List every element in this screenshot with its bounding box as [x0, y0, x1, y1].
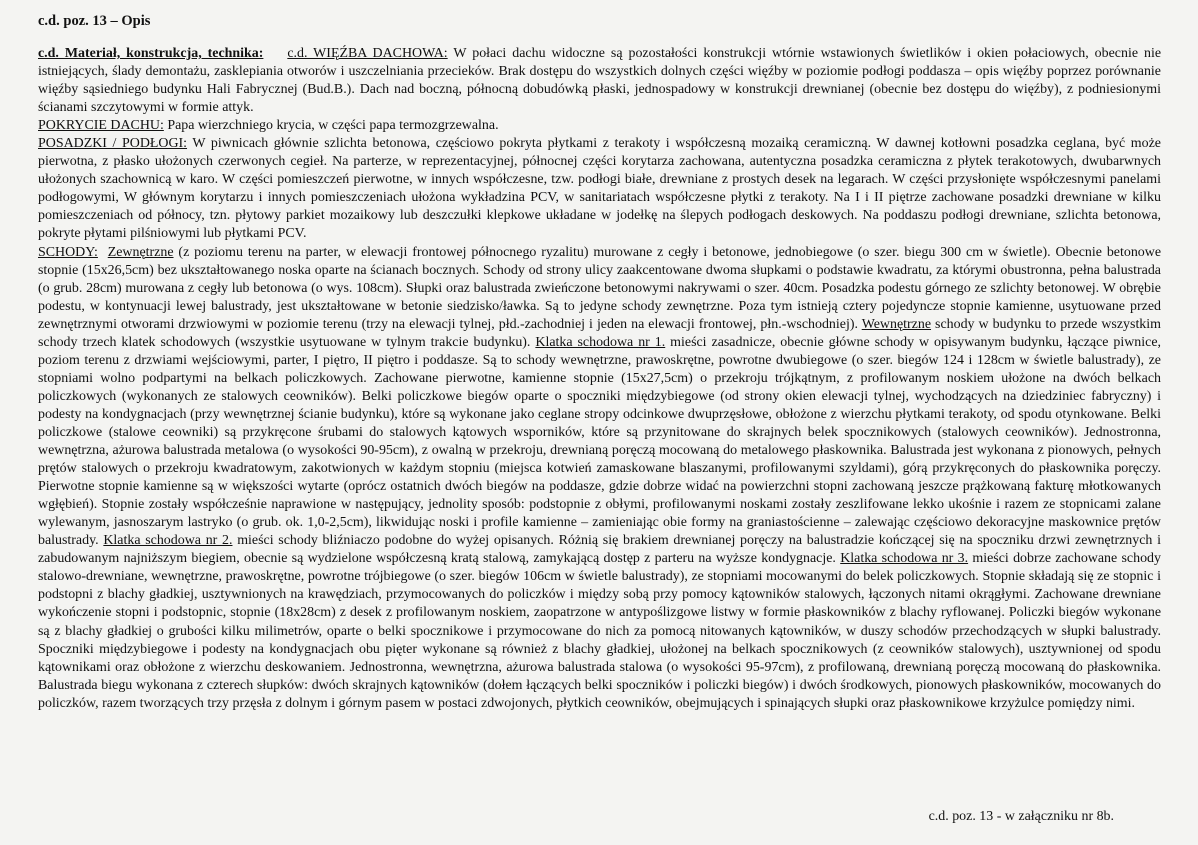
section-label-roof-covering: POKRYCIE DACHU:: [38, 118, 164, 134]
paragraph-text: schody w budynku to przede wszystkim schody trzech klatek schodowych (wszystkie usytuowane w tylnym trakcie budynku).: [38, 316, 1161, 350]
paragraph-text: Papa wierzchniego krycia, w części papa termozgrzewalna.: [163, 118, 499, 134]
subsection-label-staircase-1: Klatka schodowa nr 1.: [535, 334, 666, 350]
paragraph-floors: [38, 135, 1161, 243]
paragraph-text: mieści schody bliźniaczo podobne do wyżej opisanych. Różnią się brakiem drewnianej poręczy na balustradzie kończącej się na spoczniku drzwi zewnętrznych i zabudowanym najniższym biegiem, obecnie są wydzielone współczesną kratą stalową, zamykającą dostęp z parteru na wyższe kondygnacje.: [38, 533, 1161, 567]
section-label-material: c.d. Materiał, konstrukcja, technika:: [38, 46, 264, 61]
section-label-floors: POSADZKI / PODŁOGI:: [38, 136, 188, 152]
paragraph-text: (z poziomu terenu na parter, w elewacji frontowej północnego ryzalitu) murowane z cegły i betonowe, jednobiegowe (o szer. biegu 300 cm w świetle). Obecnie betonowe stopnie (15x26,5cm) bez ukształtowanego noska oparte na ścianach bocznych. Schody od strony ulicy zaakcentowane dwoma słupkami o podstawie kwadratu, za którymi obustronna, pełna balustrada (o grub. 28cm) murowana z cegły lub betonowa (o wys. 108cm). Słupki oraz balustrada zwieńczone betonowymi nakrywami o szer. 40cm. Posadzka podestu górnego ze szlichty betonowej. W obrębie podestu, w kontynuacji lewej balustrady, jest ukształtowane w betonie siedzisko/ławka. Są to jedyne schody zewnętrzne. Poza tym istnieją cztery pojedyncze stopnie kamienne, usytuowane przed zewnętrznymi otworami drzwiowymi w poziomie terenu (trzy na elewacji tylnej, płd.-zachodniej i jeden na elewacji frontowej, płn.-wschodniej).: [38, 244, 1162, 332]
section-label-roof-truss: c.d. WIĘŹBA DACHOWA:: [287, 46, 448, 61]
subsection-label-staircase-2: Klatka schodowa nr 2.: [103, 533, 233, 549]
paragraph-roof-structure: [38, 45, 1161, 117]
paragraph-roof-covering: [38, 117, 1161, 135]
subsection-label-external: Zewnętrzne: [107, 244, 174, 260]
paragraph-stairs: [38, 244, 1161, 713]
continuation-note: c.d. poz. 13 - w załączniku nr 8b.: [928, 809, 1114, 824]
section-label-stairs: SCHODY:: [38, 244, 98, 260]
paragraph-text: W piwnicach głównie szlichta betonowa, częściowo pokryta płytkami z terakoty i współczesną mozaiką ceramiczną. W dawnej kotłowni posadzka ceglana, być może pierwotna, z płasko ułożonych czerwonych cegieł. Na parterze, w reprezentacyjnej, północnej części korytarza zachowana, autentyczna posadzka ceramiczna z płytek terakotowych, dwubarwnych ułożonych szachownicą w karo. W części pomieszczeń pierwotne, w innych współczesne, tzw. podłogi białe, drewniane z prostych desek na legarach. W części przysłonięte współczesnymi panelami podłogowymi, W głównym korytarzu i innych pomieszczeniach ułożona wykładzina PCV, w sanitariatach współczesne płytki z terakoty. Na I i II piętrze zachowane posadzki drewniane w kilku pomieszczeniach od północy, tzn. płytowy parkiet mozaikowy lub deszczułki klepkowe układane w jodełkę na ślepych podłogach deskowych. Na poddaszu podłogi drewniane, szlichta betonowa, pokryte płytami pilśniowymi lub płytkami PCV.: [38, 136, 1161, 242]
document-body: [38, 45, 1161, 713]
page-title: c.d. poz. 13 – Opis: [38, 13, 151, 29]
subsection-label-staircase-3: Klatka schodowa nr 3.: [840, 551, 969, 567]
paragraph-text: W połaci dachu widoczne są pozostałości konstrukcji wtórnie wstawionych świetlików i okien połaciowych, obecnie nie istniejących, ślady demontażu, zasklepiania otworów i uszczelniania przecieków. Brak dostępu do wszystkich dolnych części więźby w poziomie podłogi poddasza – opis więźby poprzez porównanie więźby sąsiedniego budynku Hali Fabrycznej (Bud.B.). Dach nad boczną, północną dobudówką płaski, jednospadowy w konstrukcji drewnianej (obecnie bez dostępu do więźby), z podniesionymi ścianami szczytowymi w formie attyk.: [38, 46, 1162, 116]
paragraph-text: mieści zasadnicze, obecnie główne schody w opisywanym budynku, łączące piwnice, poziom terenu z drzwiami wejściowymi, parter, I piętro, II piętro i poddasze. Są to schody wewnętrzne, prawoskrętne, powrotne dwubiegowe (o szer. biegów 124 i 128cm w świetle balustrady), ze stopniami wolno podpartymi na belkach policzkowych. Zachowane pierwotne, kamienne stopnie (15x27,5cm) o przekroju trójkątnym, z profilowanym noskiem ułożone na dwóch belkach policzkowych (wykonanych ze stalowych ceowników). Belki policzkowe biegów oparte o spoczniki międzybiegowe (od strony okien elewacji tylnej, wychodzących na dziedziniec fabryczny) i podesty na kondygnacjach (przy wewnętrznej ścianie budynku), które są wykonane jako ceglane stropy odcinkowe dwuprzęsłowe, obłożone z wierzchu płytkami terakoty, od spodu otynkowane. Belki policzkowe (stalowe ceowniki) są przykręcone śrubami do stalowych kątowych wsporników, które są przynitowane do skrajnych belek spocznikowych (stalowych ceowników). Jednostronna, wewnętrzna, ażurowa balustrada metalowa (o wysokości 90-95cm), z owalną w przekroju, drewnianą poręczą mocowaną do metalowego płaskownika. Balustrada jest wykonana z pionowych, pełnych prętów stalowych o przekroju kwadratowym, zakotwionych w każdym stopniu (miejsca kotwień zamaskowane blaszanymi, profilowanymi szyldami), górą przykręconych do płaskownika poręczy. Pierwotne stopnie kamienne są w większości wytarte (oprócz ostatnich dwóch biegów na poddasze, gdzie dobrze widać na powierzchni stopni zachowaną jeszcze prążkowaną fakturę młotkowanych wgłębień). Stopnie zostały współcześnie naprawione w następujący, jednolity sposób: podstopnie z obłymi, profilowanymi noskami zostały zeszlifowane lekko ukośnie i razem ze stopnicami zalane wylewanym, jasnoszarym lastryko (o grub. ok. 1,0-2,5cm), likwidując noski i profile kamienne – zamieniając obie formy na graniastościenne – zalewając częściowo dekoracyjne maskownice prętów balustrady.: [38, 334, 1162, 549]
paragraph-text: mieści dobrze zachowane schody stalowo-drewniane, wewnętrzne, prawoskrętne, powrotne trójbiegowe (o szer. biegów 106cm w świetle balustrady), ze stopniami mocowanymi do belek policzkowych. Stopnie składają się ze stopnic i podstopni z blachy gładkiej, usztywnionych na krawędziach, przymocowanych do policzków i między sobą przy pomocy kątowników stalowych, łączonych nitami okrągłymi. Zachowane drewniane wykończenie stopni i podstopnic, stopnie (18x28cm) z desek z profilowanym noskiem, zaopatrzone w antypoślizgowe listwy w formie płaskowników z blachy ryflowanej. Policzki biegów wykonane są z blachy gładkiej o grubości kilku milimetrów, oparte o belki spocznikowe i przymocowane do nich za pomocą nitowanych kątowników, w duszy schodów przechodzących w słupki balustrady. Spoczniki międzybiegowe i podesty na kondygnacjach obu pięter wykonane są również z blachy gładkiej, ułożonej na belkach spocznikowych (z ceowników stalowych), usztywnionej od spodu kątownikami oraz obłożone z wierzchu deskowaniem. Jednostronna, wewnętrzna, ażurowa balustrada stalowa (o wysokości 95-97cm), z profilowaną, drewnianą poręczą mocowaną do płaskownika. Balustrada biegu wykonana z czterech słupków: dwóch skrajnych kątowników (dołem łączących belki spoczników i policzki biegów) i dwóch środkowych, pionowych płaskowników, mocowanych do policzków, razem tworzących trzy przęsła z dolnym i górnym pasem w postaci zdwojonych, płytkich ceowników, obejmujących i spinających słupki oraz płaskownikowe krzyżulce pomiędzy nimi.: [38, 551, 1161, 711]
subsection-label-internal: Wewnętrzne: [861, 316, 932, 332]
